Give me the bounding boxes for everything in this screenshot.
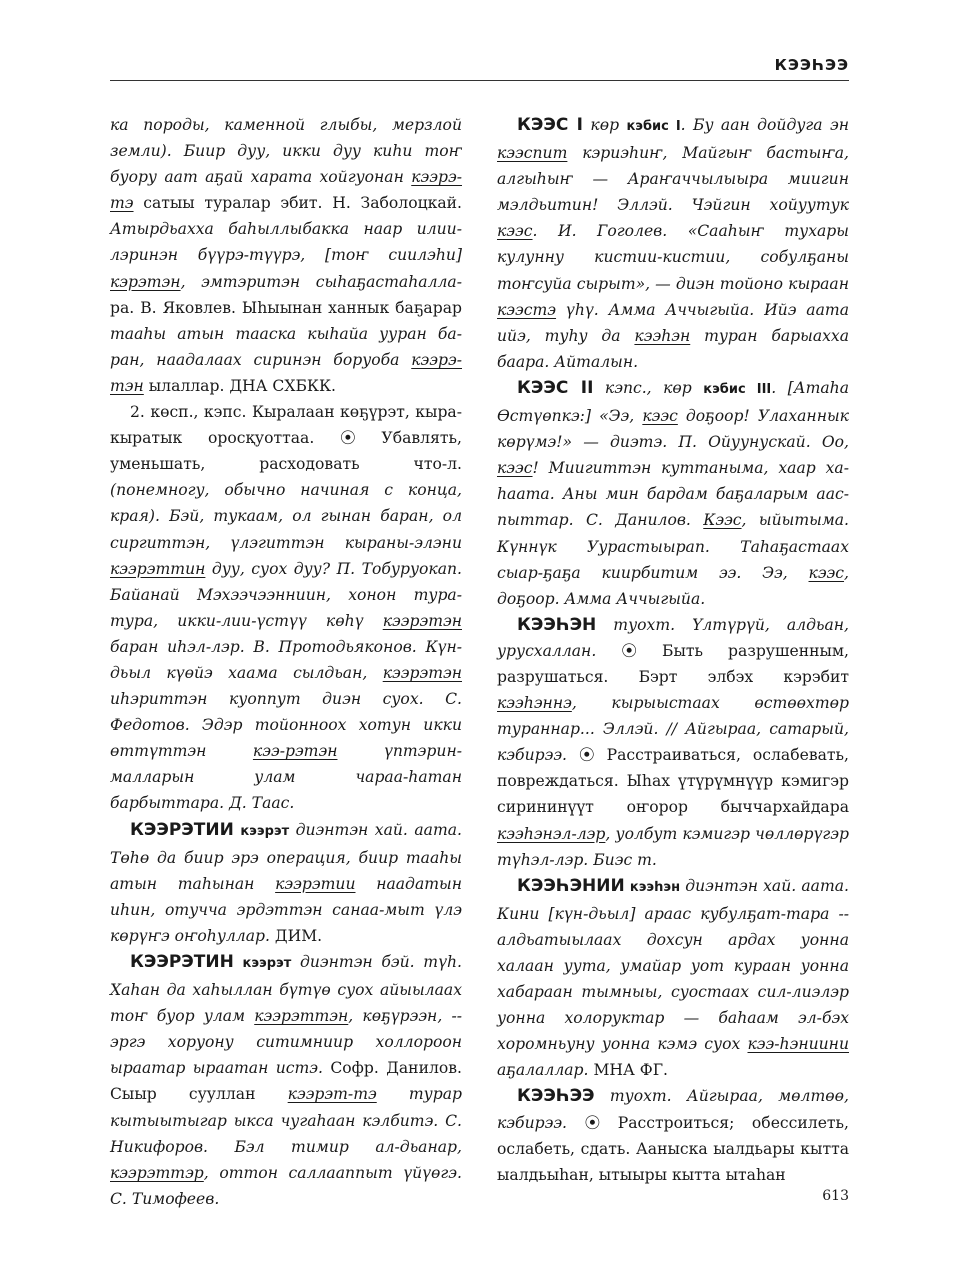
example: наадатын иһин, отучча эрдэттэн санаа-мыт үлэ көрүҥэ оҥоһуллар. [110, 874, 463, 945]
headword: КЭЭРЭТИИ [130, 819, 234, 840]
text-line: ка породы, каменной глыбы, мерзлой [110, 116, 462, 134]
example: . Бу аан дойдуга эн [680, 116, 849, 134]
entry-kees-2 [497, 375, 849, 612]
source-ref: ДИМ. [274, 926, 323, 945]
text-line: тааһы атын тааска кыһайа ууран ба- [110, 324, 462, 343]
headword-form: кээрэттин [110, 559, 206, 578]
text-line: ран, наадалаах сиринэн боруоба [110, 350, 412, 369]
example: , доҕоор. Амма Аччыгыйа. [497, 563, 849, 608]
headword-form: кээстэ [497, 300, 557, 319]
entry-continuation [110, 112, 462, 399]
label: туохт. Айгыраа, мөлтөө, кэбирээ. [497, 1087, 849, 1132]
example: туран барыахха баара. Айталын. [497, 326, 850, 371]
headword-form: тэ [110, 194, 134, 213]
sense-2 [110, 399, 462, 817]
example: ! Миигиттэн куттаныма, хаар ха-һаата. Аны мин бардам баҕаларым аас-пыттар. С. Данилов. [497, 459, 849, 530]
translation-marker-icon: ⦿ [340, 429, 356, 448]
example: аҕалаллар. [497, 1061, 594, 1080]
headword-form: кээрэтии [275, 874, 356, 893]
headword: КЭЭҺЭН [517, 614, 597, 635]
left-column [110, 112, 462, 1212]
header-rule [110, 80, 849, 81]
headword-form: кээрэт-тэ [287, 1085, 377, 1104]
headword-form: кээс [642, 407, 678, 426]
text-line: буору аат аҕай харата хойгуонан [110, 168, 412, 187]
label: туохт. Үлтүрүй, алдьан, урусхаллан. [497, 615, 849, 660]
headword-form: кэрэтэн [110, 272, 181, 291]
cross-ref: кээһэн [629, 879, 681, 895]
page-number: 613 [822, 1188, 849, 1204]
example: , оттон саллааппыт үйүөгэ. С. Тимофеев. [110, 1163, 462, 1208]
headword: КЭЭРЭТИН [130, 952, 234, 972]
headword-form: кээрэ- [411, 168, 462, 187]
entry-keeretin [110, 949, 462, 1212]
example: диэнтэн бэй. түһ. Хаһан да хаһыллан бүтүө суох айыылаах тоҥ буор улам [110, 953, 462, 1026]
label: кэпс., көр [593, 378, 704, 397]
text-line: ра. В. Яковлев. Ыһыынан ханнык баҕарар [110, 298, 462, 317]
source-ref: МНА ФГ. [593, 1061, 669, 1080]
text-line: лэринэн бүүрэ-түүрэ, [тоҥ сиилэһи] [110, 246, 462, 265]
cross-ref: кэбис I [626, 119, 681, 134]
text-line: Атырдьахха баһыллыбакка наар илии- [110, 220, 462, 239]
example: . [Атаһа Өстүөпкэ:] «Ээ, [497, 378, 849, 426]
right-column [497, 112, 849, 1188]
headword-form: кээс [808, 563, 845, 582]
example: кэриэһиҥ, Майгыҥ бастыҥа, алгыһыҥ — Араҥаччылыыра миигин мэлдьитин! Эллэй. Чэйгин хойуутук [497, 144, 849, 215]
headword-form: кээрэ- [411, 350, 462, 369]
example: доҕоор! Улаханнык көрүмэ!» — диэтэ. П. Ойуунускай. Оо, [497, 407, 849, 452]
headword-form: кээрэтэн [382, 611, 462, 630]
cross-ref: кээрэт [240, 823, 290, 839]
headword-form: кээрэтэн [382, 663, 462, 682]
translation-marker-icon: ⦿ [621, 641, 637, 660]
example: , уолбут кэмигэр чөллөрүгэр түһэл-лэр. Биэс т. [497, 824, 849, 869]
label: көр [583, 116, 627, 134]
cross-ref: кээрэт [242, 956, 292, 971]
text-line: земли). Биир дуу, икки дуу киһи тоҥ [110, 142, 462, 161]
example: үптэрин-малларын улам чараа-һатан барбыттара. Д. Таас. [110, 742, 462, 813]
entry-keehee [497, 1083, 849, 1187]
example: дуу, суох дуу? П. Тобуруокап. Байанай Мэхээчээнниин, хонон тура-тура, икки-лии-үстүү көһү [110, 559, 462, 630]
translation-marker-icon: ⦿ [579, 746, 595, 765]
example: турар кытыытыгар ыкса чугаһаан кэлбитэ. С. Никифоров. Бэл тимир ал-дьанар, [110, 1085, 462, 1156]
translation: Убавлять, уменьшать, расходовать что-л. [110, 429, 462, 474]
example: диэнтэн хай. аата. Кини [күн-дьыл] араас кубулҕат-тара -- алдьатыылаах дохсун ардах уонна халаан уута, умайар уот кураан уонна хабараан тымныы, суостаах сил-лиэлэр уонна холоруктар — баһаам эл-бэх хоромньуну уонна кэмэ суох [497, 876, 849, 1054]
source-ref: сатыы туралар эбит. Н. Заболоцкай. [133, 194, 462, 213]
cross-ref: кэбис III [703, 381, 772, 397]
headword: КЭЭС II [517, 377, 594, 398]
translation-marker-icon: ⦿ [584, 1113, 601, 1132]
headword-form: тэн [110, 376, 144, 395]
entry-keehen [497, 612, 849, 873]
headword: КЭЭҺЭЭ [517, 1086, 595, 1107]
entry-kees-1 [497, 112, 849, 375]
example: , көҕүрээн, -- эргэ хоруону ситимниир холлороон ыраатар ыраатан истэ. [110, 1007, 462, 1078]
headword-form: кээрэттэр [110, 1163, 204, 1182]
headword-form: кээс [497, 222, 533, 241]
entry-keeretii [110, 817, 462, 949]
translation: Расстраиваться, ослабевать, повреждаться. Ыһах үтүрүмнүүр кэмигэр сирининүүт оҥорор быччархайдара [497, 746, 849, 817]
entry-keeheniy [497, 873, 849, 1084]
example: иһэриттэн куоппут диэн суох. С. Федотов. Эдэр тойонноох хотун икки өттүттэн [110, 690, 462, 761]
headword-form: кээһэн [634, 326, 691, 345]
headword-form: кээһэннэ [497, 694, 572, 713]
running-head: КЭЭҺЭЭ [774, 56, 849, 74]
headword-form: кээрэттэн [254, 1007, 349, 1026]
translation: Быть разрушенным, разрушаться. Бэрт элбэх кэрэбит [497, 641, 849, 686]
example: , кырыыстаах өстөөхтөр тураннар... Эллэй. // Айгыраа, сатарый, кэбирээ. [497, 694, 849, 765]
sense-text: 2. көсп., кэпс. Кыралаан көҕүрэт, кыра-кыратык оросқуоттаа. [110, 403, 462, 448]
text-line: , эмтэритэн сыһаҕастаһалла- [180, 272, 462, 291]
example: , ыйытыма. Күннүк Уурастыырап. Таһаҕастаах сыар-ҕаҕа киирбитим ээ. Ээ, [497, 511, 850, 582]
headword: КЭЭС I [517, 115, 583, 135]
headword-form: Кээс [703, 511, 742, 530]
translation: Расстроиться; обессилеть, ослабеть, сдать. Ааныска ыалдьары кытта ыалдьыһан, ытыыры кытта ытаһан [497, 1113, 849, 1184]
headword-form: кээс [497, 459, 533, 478]
example: баран иһэл-лэр. В. Протодьяконов. Күн-дьыл күөйэ хаама сылдьан, [110, 637, 462, 682]
example: (понемногу, обычно начиная с конца, края). Бэй, тукаам, ол гынан баран, ол сиргиттэн, үлэгиттэн кыраны-элэни [110, 481, 462, 552]
headword-form: кээ-һэниини [747, 1035, 849, 1054]
source-ref: ылаллар. ДНА СХБКК. [143, 376, 337, 395]
headword-form: кээ-рэтэн [252, 742, 338, 761]
example: диэнтэн хай. аата. Төһө да биир эрэ операция, биир тааһы атын таһынан [110, 820, 462, 893]
example: . И. Гоголев. «Сааһыҥ тухары кулунну кистии-кистии, собулҕаны тоҥсуйа сырыт», — диэн тойоно кыраан [497, 222, 849, 293]
example: Софр. Данилов. Сыыр сууллан [110, 1059, 462, 1104]
headword-form: кээспит [497, 144, 568, 163]
headword: КЭЭҺЭНИИ [517, 875, 625, 896]
headword-form: кээһэнэл-лэр [497, 824, 606, 843]
example: үһү. Амма Аччыгыйа. Ийэ аата ийэ, туһу да [497, 300, 849, 345]
